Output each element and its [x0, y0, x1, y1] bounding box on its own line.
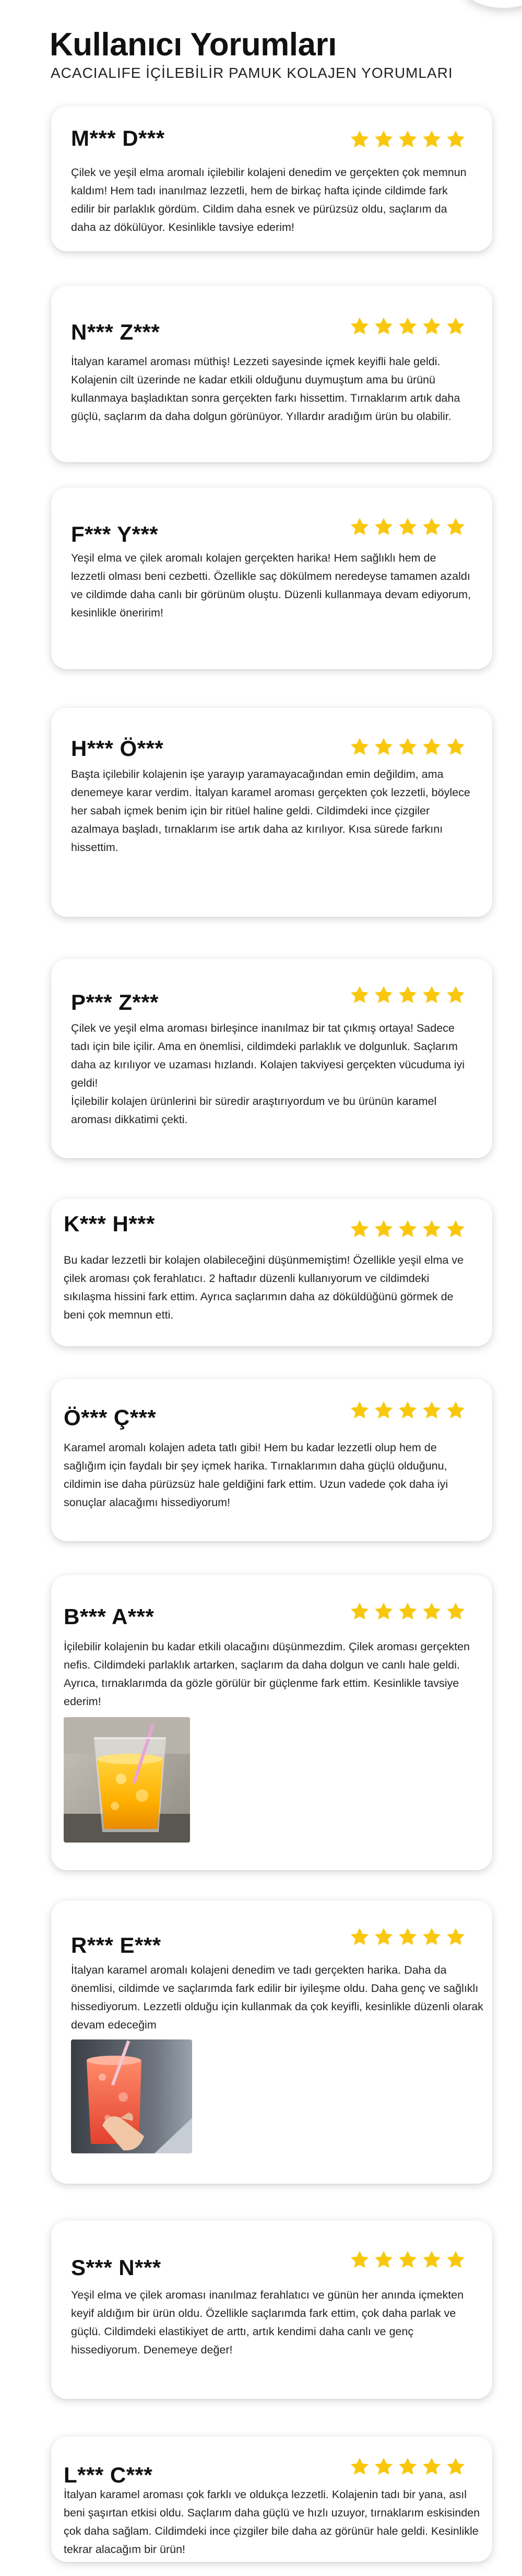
review-card: [51, 286, 492, 462]
star-icon: [445, 2249, 466, 2270]
rating-stars: [349, 1601, 466, 1622]
review-text: İtalyan karamel aromalı kolajeni denedim ve tadı gerçekten harika. Daha da önemlisi, cildimde ve saçlarımda fark edilir bir iyileşme oldu. Daha genç ve sağlıklı hissediyorum. Lezzetli olduğu için kullanmak da çok keyifli, kesinlikle düzenli olarak devam edeceğim: [71, 1964, 483, 2031]
rating-stars: [349, 517, 466, 538]
star-icon: [373, 129, 394, 150]
review-card: [51, 106, 492, 251]
review-card: [51, 959, 492, 1158]
star-icon: [373, 1400, 394, 1421]
star-icon: [445, 1927, 466, 1948]
review-card: [51, 1901, 492, 2184]
review-text: İtalyan karamel aroması müthiş! Lezzeti sayesinde içmek keyifli hale geldi. Kolajenin cilt üzerinde ne kadar etkili olduğunu duymuştum ama bu ürünü kullanmaya başladıktan sonra gerçekten farkı hissettim. Tırnaklarım artık daha güçlü, saçlarım da daha dolgun görünüyor. Yıllardır aradığım ürün bu olabilir.: [71, 355, 460, 423]
star-icon: [373, 2249, 394, 2270]
rating-stars: [349, 129, 466, 150]
reviewer-name: K*** H***: [64, 1211, 155, 1236]
star-icon: [349, 1400, 370, 1421]
star-icon: [397, 737, 418, 757]
reviewer-name: F*** Y***: [71, 522, 159, 546]
star-icon: [421, 1400, 442, 1421]
star-icon: [421, 737, 442, 757]
star-icon: [397, 1601, 418, 1622]
star-icon: [349, 985, 370, 1006]
star-icon: [397, 2456, 418, 2477]
star-icon: [445, 1219, 466, 1240]
rating-stars: [349, 737, 466, 757]
star-icon: [445, 1601, 466, 1622]
reviewer-name: B*** A***: [64, 1604, 155, 1629]
star-icon: [397, 517, 418, 538]
review-card: [51, 2220, 492, 2399]
star-icon: [397, 1927, 418, 1948]
page-subtitle: ACACIALIFE İÇİLEBİLİR PAMUK KOLAJEN YORUMLARI: [51, 65, 453, 81]
review-card: [51, 708, 492, 917]
star-icon: [373, 1601, 394, 1622]
star-icon: [421, 2456, 442, 2477]
star-icon: [397, 985, 418, 1006]
reviewer-name: Ö*** Ç***: [64, 1405, 157, 1430]
star-icon: [349, 1219, 370, 1240]
review-card: [51, 1199, 492, 1346]
review-card: [51, 2437, 492, 2562]
star-icon: [397, 2249, 418, 2270]
review-text: Çilek ve yeşil elma aromalı içilebilir kolajeni denedim ve gerçekten çok memnun kaldım! Hem tadı inanılmaz lezzetli, hem de birkaç hafta içinde cildimde fark edilir bir parlaklık gördüm. Cildim daha esnek ve pürüzsüz oldu, saçlarım da daha az dökülüyor. Kesinlikle tavsiye ederim!: [71, 166, 467, 234]
review-text: Başta içilebilir kolajenin işe yarayıp yaramayacağından emin değildim, ama denemeye karar verdim. İtalyan karamel aroması gerçekten çok lezzetli, böylece her sabah içmek benim için bir ritüel haline geldi. Cildimdeki ince çizgiler azalmaya başladı, tırnaklarım ise artık daha az kırılıyor. Kısa sürede farkını hissettim.: [71, 768, 470, 854]
rating-stars: [349, 1219, 466, 1240]
star-icon: [397, 129, 418, 150]
corner-decoration: [465, 0, 522, 8]
orange-drink-photo: [64, 1717, 190, 1843]
review-card: [51, 1379, 492, 1541]
star-icon: [349, 316, 370, 337]
star-icon: [421, 517, 442, 538]
review-text: Bu kadar lezzetli bir kolajen olabileceğini düşünmemiştim! Özellikle yeşil elma ve çilek aroması çok ferahlatıcı. 2 haftadır düzenli kullanıyorum ve cildimdeki sıkılaşma hissini fark ettim. Ayrıca saçlarımın daha az döküldüğünü görmek de beni çok memnun etti.: [64, 1254, 464, 1321]
star-icon: [349, 1601, 370, 1622]
star-icon: [349, 1927, 370, 1948]
star-icon: [445, 985, 466, 1006]
page-header: [50, 26, 509, 81]
rating-stars: [349, 1927, 466, 1948]
star-icon: [421, 985, 442, 1006]
review-text: İtalyan karamel aroması çok farklı ve oldukça lezzetli. Kolajenin tadı bir yana, asıl beni şaşırtan etkisi oldu. Saçlarım daha güçlü ve hızlı uzuyor, tırnaklarım eskisinden çok daha sağlam. Cildimdeki ince çizgiler bile daha az görünür hale geldi. Kesinlikle tekrar alacağım bir ürün!: [64, 2488, 480, 2556]
star-icon: [373, 985, 394, 1006]
star-icon: [445, 737, 466, 757]
rating-stars: [349, 2456, 466, 2477]
star-icon: [349, 129, 370, 150]
review-card: [51, 487, 492, 669]
star-icon: [445, 129, 466, 150]
review-text: İçilebilir kolajenin bu kadar etkili olacağını düşünmezdim. Çilek aroması gerçekten nefis. Cildimdeki parlaklık artarken, saçlarım da daha dolgun ve canlı hale geldi. Ayrıca, tırnaklarımda da gözle görülür bir güçlenme fark ettim. Kesinlikle tavsiye ederim!: [64, 1640, 470, 1708]
star-icon: [349, 517, 370, 538]
star-icon: [373, 517, 394, 538]
review-text: Çilek ve yeşil elma aroması birleşince inanılmaz bir tat çıkmış ortaya! Sadece tadı için bile içilir. Ama en önemlisi, cildimdeki parlaklık ve dolgunluk. Saçlarım daha az kırılıyor ve uzaması hızlandı. Kolajen takviyesi gerçekten vücuduma iyi geldi! İçilebilir kolajen ürünlerini bir süredir araştırıyordum ve bu ürünün karamel aroması dikkatimi çekti.: [71, 1022, 465, 1126]
star-icon: [421, 129, 442, 150]
star-icon: [397, 1219, 418, 1240]
reviewer-name: R*** E***: [71, 1933, 161, 1957]
review-photo-orange-drink: [64, 1717, 190, 1843]
star-icon: [349, 2456, 370, 2477]
reviewer-name: N*** Z***: [71, 320, 160, 344]
star-icon: [349, 2249, 370, 2270]
rating-stars: [349, 985, 466, 1006]
reviewer-name: P*** Z***: [71, 990, 159, 1015]
review-text: Yeşil elma ve çilek aroması inanılmaz ferahlatıcı ve günün her anında içmekten keyif aldığım bir ürün oldu. Özellikle saçlarımda fark ettim, çok daha parlak ve güçlü. Cildimdeki elastikiyet de arttı, artık kendimi daha canlı ve genç hissediyorum. Denemeye değer!: [71, 2289, 464, 2356]
star-icon: [421, 1219, 442, 1240]
star-icon: [349, 737, 370, 757]
review-text: Karamel aromalı kolajen adeta tatlı gibi! Hem bu kadar lezzetli olup hem de sağlığım için faydalı bir şey içmek harika. Tırnaklarımın daha güçlü olduğunu, cildimin ise daha pürüzsüz hale geldiğini fark ettim. Uzun vadede çok daha iyi sonuçlar alacağımı hissediyorum!: [64, 1441, 448, 1509]
star-icon: [445, 316, 466, 337]
page-title: Kullanıcı Yorumları: [50, 27, 337, 63]
rating-stars: [349, 2249, 466, 2270]
star-icon: [421, 1601, 442, 1622]
star-icon: [445, 1400, 466, 1421]
star-icon: [421, 1927, 442, 1948]
star-icon: [373, 2456, 394, 2477]
review-card: [51, 1575, 492, 1870]
star-icon: [421, 316, 442, 337]
reviewer-name: L*** C***: [64, 2463, 153, 2487]
review-photo-red-drink: [71, 2039, 192, 2153]
rating-stars: [349, 316, 466, 337]
star-icon: [445, 2456, 466, 2477]
star-icon: [397, 1400, 418, 1421]
star-icon: [421, 2249, 442, 2270]
star-icon: [373, 316, 394, 337]
reviewer-name: M*** D***: [71, 126, 165, 150]
red-drink-photo: [71, 2039, 192, 2153]
rating-stars: [349, 1400, 466, 1421]
star-icon: [373, 1219, 394, 1240]
star-icon: [397, 316, 418, 337]
review-text: Yeşil elma ve çilek aromalı kolajen gerçekten harika! Hem sağlıklı hem de lezzetli olması beni cezbetti. Özellikle saç dökülmem neredeyse tamamen azaldı ve cildimde daha canlı bir görünüm oluştu. Düzenli kullanmaya devam ediyorum, kesinlikle öneririm!: [71, 552, 471, 619]
star-icon: [373, 1927, 394, 1948]
reviewer-name: S*** N***: [71, 2255, 161, 2280]
star-icon: [373, 737, 394, 757]
reviewer-name: H*** Ö***: [71, 736, 164, 761]
star-icon: [445, 517, 466, 538]
